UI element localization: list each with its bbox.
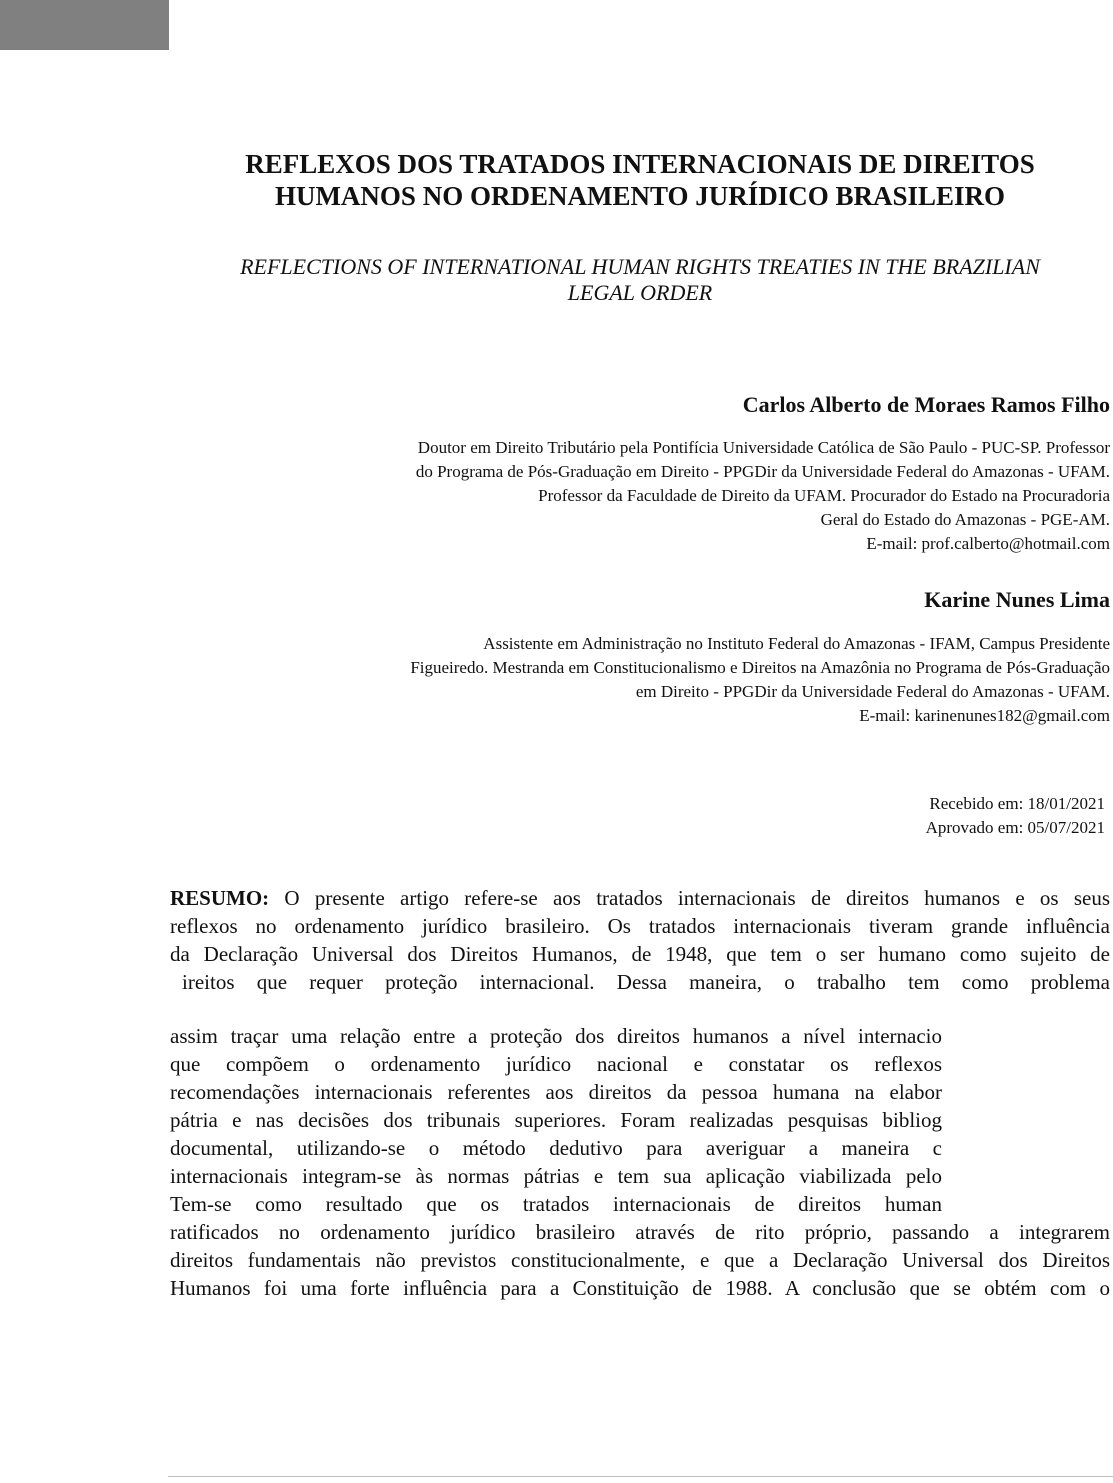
abstract-text: O presente artigo refere-se aos tratados internacionais de direitos humanos e os seus: [284, 886, 1110, 910]
author-affiliation-2: [410, 632, 1110, 728]
received-date: Recebido em: 18/01/2021: [929, 794, 1105, 813]
gray-corner-block: [0, 0, 169, 50]
article-title-line-2: HUMANOS NO ORDENAMENTO JURÍDICO BRASILEIRO: [274, 181, 1006, 211]
abstract-line-partial: assim traçar uma relação entre a proteção dos direitos humanos a nível internacio: [170, 1024, 942, 1048]
affiliation-line: Figueiredo. Mestranda em Constitucionalismo e Direitos na Amazônia no Programa de Pós-Graduação: [410, 658, 1110, 677]
abstract-line: [170, 884, 1110, 912]
abstract-line-partial: Tem-se como resultado que os tratados internacionais de direitos human: [170, 1192, 942, 1216]
approved-date: Aprovado em: 05/07/2021: [925, 818, 1105, 837]
author-name-1: Carlos Alberto de Moraes Ramos Filho: [742, 392, 1110, 417]
abstract-paragraph-1: [170, 884, 1110, 996]
abstract-line: ireitos que requer proteção internacional. Dessa maneira, o trabalho tem como problema: [182, 970, 1110, 994]
abstract-line-partial: internacionais integram-se às normas pátrias e tem sua aplicação viabilizada pelo: [170, 1164, 942, 1188]
abstract-line: ratificados no ordenamento jurídico brasileiro através de rito próprio, passando a integrarem: [170, 1220, 1110, 1244]
author-email-2: E-mail: karinenunes182@gmail.com: [859, 706, 1110, 725]
abstract-label: RESUMO:: [170, 886, 270, 910]
abstract-paragraph-2: [170, 1022, 1110, 1302]
affiliation-line: Assistente em Administração no Instituto Federal do Amazonas - IFAM, Campus Presidente: [483, 634, 1110, 653]
abstract-line: Humanos foi uma forte influência para a Constituição de 1988. A conclusão que se obtém com o: [170, 1276, 1110, 1300]
author-email-1: E-mail: prof.calberto@hotmail.com: [866, 534, 1110, 553]
affiliation-line: Professor da Faculdade de Direito da UFAM. Procurador do Estado na Procuradoria: [538, 486, 1110, 505]
article-title: [170, 148, 1110, 212]
abstract-line-partial: pátria e nas decisões dos tribunais superiores. Foram realizadas pesquisas bibliog: [170, 1108, 942, 1132]
article-subtitle-line-1: REFLECTIONS OF INTERNATIONAL HUMAN RIGHTS TREATIES IN THE BRAZILIAN: [240, 254, 1040, 279]
author-name-2: Karine Nunes Lima: [924, 587, 1110, 612]
article-subtitle-english: [170, 254, 1110, 306]
abstract-line: da Declaração Universal dos Direitos Humanos, de 1948, que tem o ser humano como sujeito de: [170, 942, 1110, 966]
abstract-line: direitos fundamentais não previstos constitucionalmente, e que a Declaração Universal dos Direitos: [170, 1248, 1110, 1272]
abstract-line-partial: que compõem o ordenamento jurídico nacional e constatar os reflexos: [170, 1052, 942, 1076]
footer-rule: [168, 1476, 1113, 1477]
abstract-line: reflexos no ordenamento jurídico brasileiro. Os tratados internacionais tiveram grande influência: [170, 914, 1110, 938]
article-subtitle-line-2: LEGAL ORDER: [567, 280, 713, 305]
affiliation-line: Geral do Estado do Amazonas - PGE-AM.: [820, 510, 1110, 529]
affiliation-line: em Direito - PPGDir da Universidade Federal do Amazonas - UFAM.: [635, 682, 1110, 701]
affiliation-line: Doutor em Direito Tributário pela Pontifícia Universidade Católica de São Paulo - PUC-SP. Professor: [417, 438, 1110, 457]
submission-dates: [926, 792, 1105, 840]
author-affiliation-1: [416, 436, 1110, 556]
article-title-line-1: REFLEXOS DOS TRATADOS INTERNACIONAIS DE DIREITOS: [245, 149, 1035, 179]
affiliation-line: do Programa de Pós-Graduação em Direito - PPGDir da Universidade Federal do Amazonas - UFAM.: [415, 462, 1110, 481]
abstract-line-partial: recomendações internacionais referentes aos direitos da pessoa humana na elabor: [170, 1080, 942, 1104]
abstract-line-partial: documental, utilizando-se o método dedutivo para averiguar a maneira c: [170, 1136, 942, 1160]
